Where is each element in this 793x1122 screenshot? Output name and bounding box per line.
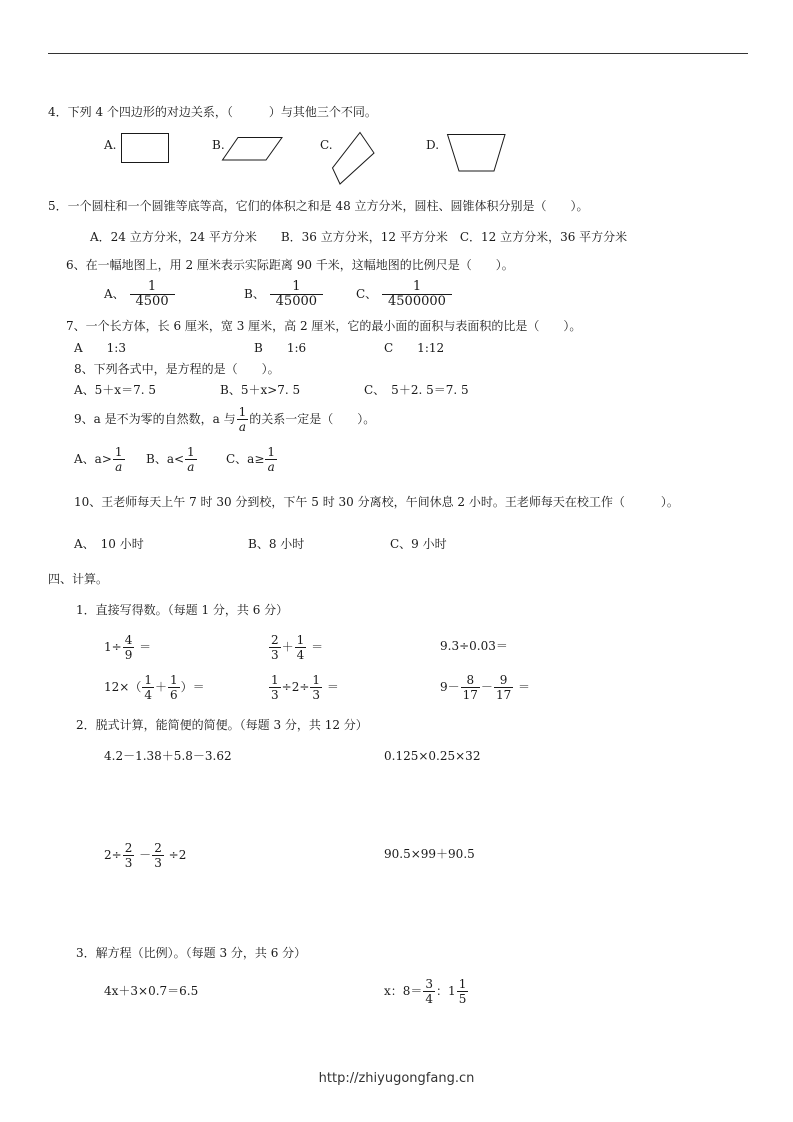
fraction (152, 841, 164, 870)
calc-1: 4.2－1.38＋5.8－3.62 (104, 749, 232, 763)
expr-3: 9.3÷0.03＝ (440, 639, 508, 653)
q9-a-label: A、a> (74, 452, 112, 466)
numerator: 1 (187, 445, 195, 459)
denominator: a (113, 459, 125, 474)
q6-option-b (244, 276, 324, 312)
q9-c-label: C、a≥ (226, 452, 265, 466)
expr-text: 2÷ (104, 848, 122, 862)
q9-stem (74, 402, 375, 436)
numerator: 2 (124, 841, 133, 855)
numerator: 2 (154, 841, 162, 855)
denominator: 3 (271, 688, 279, 702)
q10-stem: 10、王老师每天上午 7 时 30 分到校，下午 5 时 30 分离校，午间休息 2 小时。王老师每天在校工作（ ）。 (74, 495, 679, 509)
q9-option-c (226, 442, 278, 476)
q4-option-c-label: C. (320, 138, 333, 152)
q8-option-a: A、5＋x＝7. 5 (74, 383, 156, 397)
calc-3 (104, 838, 186, 872)
numerator: 1 (147, 279, 157, 294)
q7-stem: 7、一个长方体，长 6 厘米，宽 3 厘米，高 2 厘米，它的最小面的面积与表面积的比是（ ）。 (66, 319, 582, 333)
fraction (423, 977, 435, 1006)
q6-option-a (104, 276, 176, 312)
expr-text: ＝ (311, 640, 324, 654)
part1-title: 1．直接写得数。（每题 1 分，共 6 分） (76, 603, 289, 617)
fraction (168, 673, 180, 702)
q5-options: A．24 立方分米，24 平方分米 B．36 立方分米，12 平方分米 C．12 立方分米，36 平方分米 (90, 230, 628, 244)
rhombus-shape (332, 132, 376, 186)
q4-option-a-label: A. (104, 138, 117, 152)
q7-option-a: A 1:3 (74, 341, 126, 355)
expr-5 (268, 670, 339, 704)
expr-1 (104, 630, 151, 664)
fraction (461, 673, 480, 702)
q4-stem: 4．下列 4 个四边形的对边关系，（ ）与其他三个不同。 (48, 105, 377, 119)
fraction (457, 977, 469, 1006)
expr-text: 1÷ (104, 640, 122, 654)
q6-b-fraction (270, 280, 323, 309)
part3-title: 3．解方程（比例）。（每题 3 分，共 6 分） (76, 946, 307, 960)
rectangle-shape (121, 133, 171, 165)
denominator: 45000 (270, 294, 323, 309)
calc-2: 0.125×0.25×32 (384, 749, 481, 763)
q9-option-b (146, 442, 198, 476)
fraction (123, 633, 135, 662)
expr-6 (440, 670, 530, 704)
denominator: 4 (144, 688, 152, 702)
denominator: 17 (462, 688, 478, 702)
expr-4 (104, 670, 205, 704)
numerator: 1 (296, 633, 305, 647)
numerator: 4 (124, 633, 133, 647)
numerator: 1 (144, 673, 152, 687)
q7-option-b: B 1:6 (254, 341, 307, 355)
denominator: 6 (169, 688, 178, 702)
numerator: 1 (169, 673, 178, 687)
denominator: 3 (154, 856, 162, 870)
fraction (142, 673, 154, 702)
expr-text: ＝ (326, 680, 339, 694)
q9-b-fraction (185, 445, 197, 474)
expr-text: ：1 (436, 984, 456, 998)
numerator: 1 (412, 279, 422, 294)
solve-1: 4x＋3×0.7＝6.5 (104, 984, 199, 998)
numerator: 3 (425, 977, 434, 991)
expr-text: ÷2 (168, 848, 187, 862)
q6-option-c (356, 276, 453, 312)
q8-option-b: B、5＋x>7. 5 (220, 383, 301, 397)
q4-option-b-label: B. (212, 138, 225, 152)
denominator: 4 (296, 648, 305, 662)
denominator: 3 (271, 648, 279, 662)
numerator: 1 (292, 279, 301, 294)
numerator: 1 (458, 977, 467, 991)
numerator: 1 (238, 405, 247, 419)
numerator: 8 (466, 673, 475, 687)
q9-c-fraction (265, 445, 277, 474)
fraction (295, 633, 307, 662)
q7-option-c: C 1:12 (384, 341, 445, 355)
q6-a-fraction (130, 280, 175, 309)
q9-option-a (74, 442, 126, 476)
numerator: 1 (312, 673, 321, 687)
q6-c-label: C、 (356, 287, 378, 301)
numerator: 1 (271, 673, 279, 687)
expr-text: ÷2÷ (281, 680, 310, 694)
denominator: 3 (124, 856, 133, 870)
expr-text: － (139, 848, 152, 862)
denominator: a (237, 419, 249, 434)
q8-stem: 8、下列各式中，是方程的是（ ）。 (74, 362, 280, 376)
q9-stem-text-end: 的关系一定是（ ）。 (249, 412, 376, 426)
q9-a-fraction (113, 445, 125, 474)
q9-stem-fraction (237, 405, 249, 434)
q6-b-label: B、 (244, 287, 265, 301)
q4-option-d-label: D. (426, 138, 440, 152)
q10-option-b: B、8 小时 (248, 537, 305, 551)
q9-stem-text: 9、a 是不为零的自然数，a 与 (74, 412, 236, 426)
expr-text: ）＝ (180, 680, 205, 694)
expr-text: － (480, 680, 493, 694)
numerator: 1 (267, 445, 276, 459)
fraction (123, 841, 135, 870)
trapezoid-shape (447, 134, 507, 174)
expr-text: x：8＝ (384, 984, 423, 998)
denominator: a (265, 459, 277, 474)
section4-title: 四、计算。 (48, 572, 109, 586)
denominator: 4500000 (382, 294, 452, 309)
expr-text: ＋ (154, 680, 167, 694)
footer-url[interactable]: http://zhiyugongfang.cn (318, 1071, 475, 1086)
top-rule (48, 53, 748, 54)
fraction (310, 673, 322, 702)
q5-stem: 5．一个圆柱和一个圆锥等底等高，它们的体积之和是 48 立方分米，圆柱、圆锥体积分别是（ ）。 (48, 199, 589, 213)
expr-text: 12×（ (104, 680, 142, 694)
q6-a-label: A、 (104, 287, 125, 301)
numerator: 2 (271, 633, 279, 647)
q9-b-label: B、a< (146, 452, 185, 466)
q6-stem: 6、在一幅地图上，用 2 厘米表示实际距离 90 千米，这幅地图的比例尺是（ ）。 (66, 258, 514, 272)
denominator: 5 (458, 992, 467, 1006)
fraction (269, 633, 281, 662)
expr-text: 9－ (440, 680, 460, 694)
solve-2 (384, 974, 469, 1008)
q10-option-c: C、9 小时 (390, 537, 447, 551)
q6-c-fraction (382, 280, 452, 309)
denominator: a (185, 459, 197, 474)
fraction (269, 673, 281, 702)
expr-2 (268, 630, 323, 664)
numerator: 1 (114, 445, 123, 459)
denominator: 17 (495, 688, 512, 702)
calc-4: 90.5×99＋90.5 (384, 847, 475, 861)
part2-title: 2．脱式计算，能简便的简便。（每题 3 分，共 12 分） (76, 718, 368, 732)
fraction (494, 673, 513, 702)
expr-text: ＋ (281, 640, 294, 654)
denominator: 4 (425, 992, 434, 1006)
denominator: 3 (312, 688, 321, 702)
parallelogram-shape (222, 137, 284, 163)
q8-option-c: C、 5＋2. 5＝7. 5 (364, 383, 469, 397)
numerator: 9 (499, 673, 508, 687)
expr-text: ＝ (518, 680, 531, 694)
expr-text: ＝ (139, 640, 152, 654)
denominator: 9 (124, 648, 133, 662)
denominator: 4500 (130, 294, 175, 309)
q10-option-a: A、 10 小时 (74, 537, 144, 551)
